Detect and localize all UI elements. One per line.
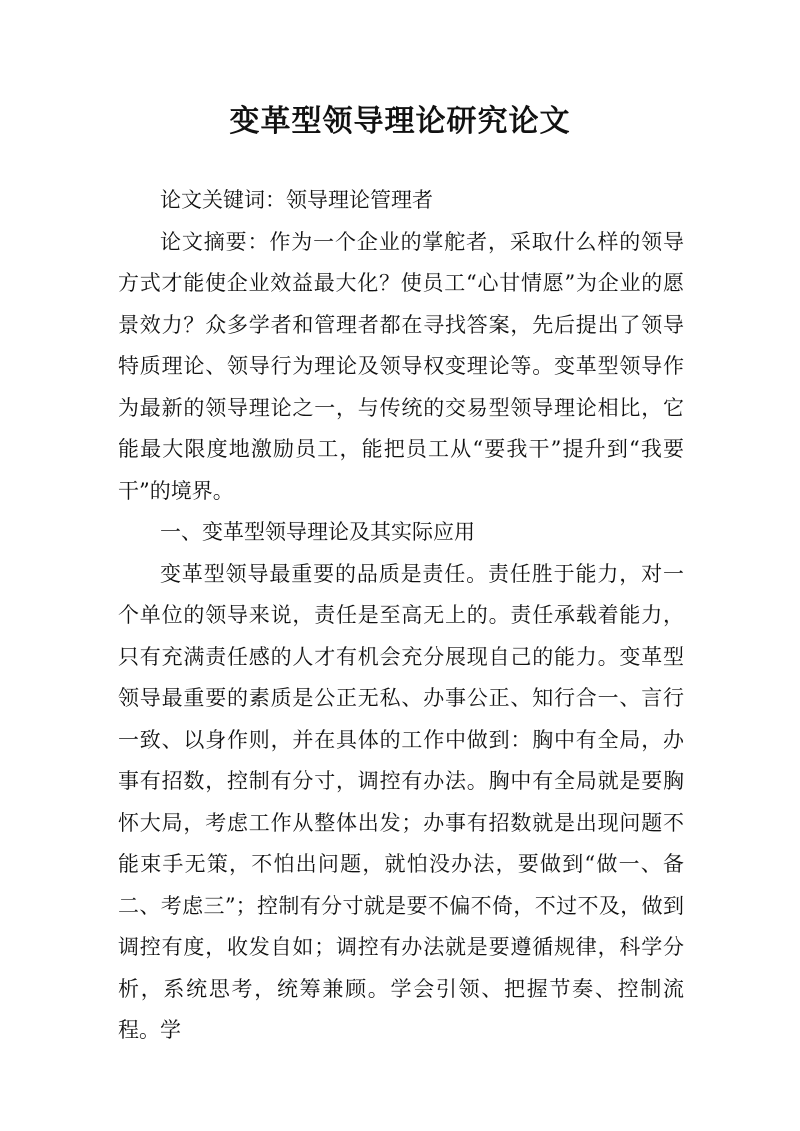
document-body [118,180,684,1052]
section-heading: 一、变革型领导理论及其实际应用 [160,520,475,544]
abstract-paragraph: 论文摘要：作为一个企业的掌舵者，采取什么样的领导方式才能使企业效益最大化？使员工“心甘情愿”为企业的愿景效力？众多学者和管理者都在寻找答案，先后提出了领导特质理论、领导行为理论及领导权变理论等。变革型领导作为最新的领导理论之一，与传统的交易型领导理论相比，它能最大限度地激励员工，能把员工从“要我干”提升到“我要干”的境界。 [118,229,684,503]
keywords-paragraph: 论文关键词：领导理论管理者 [160,188,433,212]
document-title: 变革型领导理论研究论文 [229,104,571,139]
body-paragraph: 变革型领导最重要的品质是责任。责任胜于能力，对一个单位的领导来说，责任是至高无上的。责任承载着能力，只有充满责任感的人才有机会充分展现自己的能力。变革型领导最重要的素质是公正无私、办事公正、知行合一、言行一致、以身作则，并在具体的工作中做到：胸中有全局，办事有招数，控制有分寸，调控有办法。胸中有全局就是要胸怀大局，考虑工作从整体出发；办事有招数就是出现问题不能束手无策，不怕出问题，就怕没办法，要做到“做一、备二、考虑三”；控制有分寸就是要不偏不倚，不过不及，做到调控有度，收发自如；调控有办法就是要遵循规律，科学分析，系统思考，统筹兼顾。学会引领、把握节奏、控制流程。学 [118,561,684,1042]
